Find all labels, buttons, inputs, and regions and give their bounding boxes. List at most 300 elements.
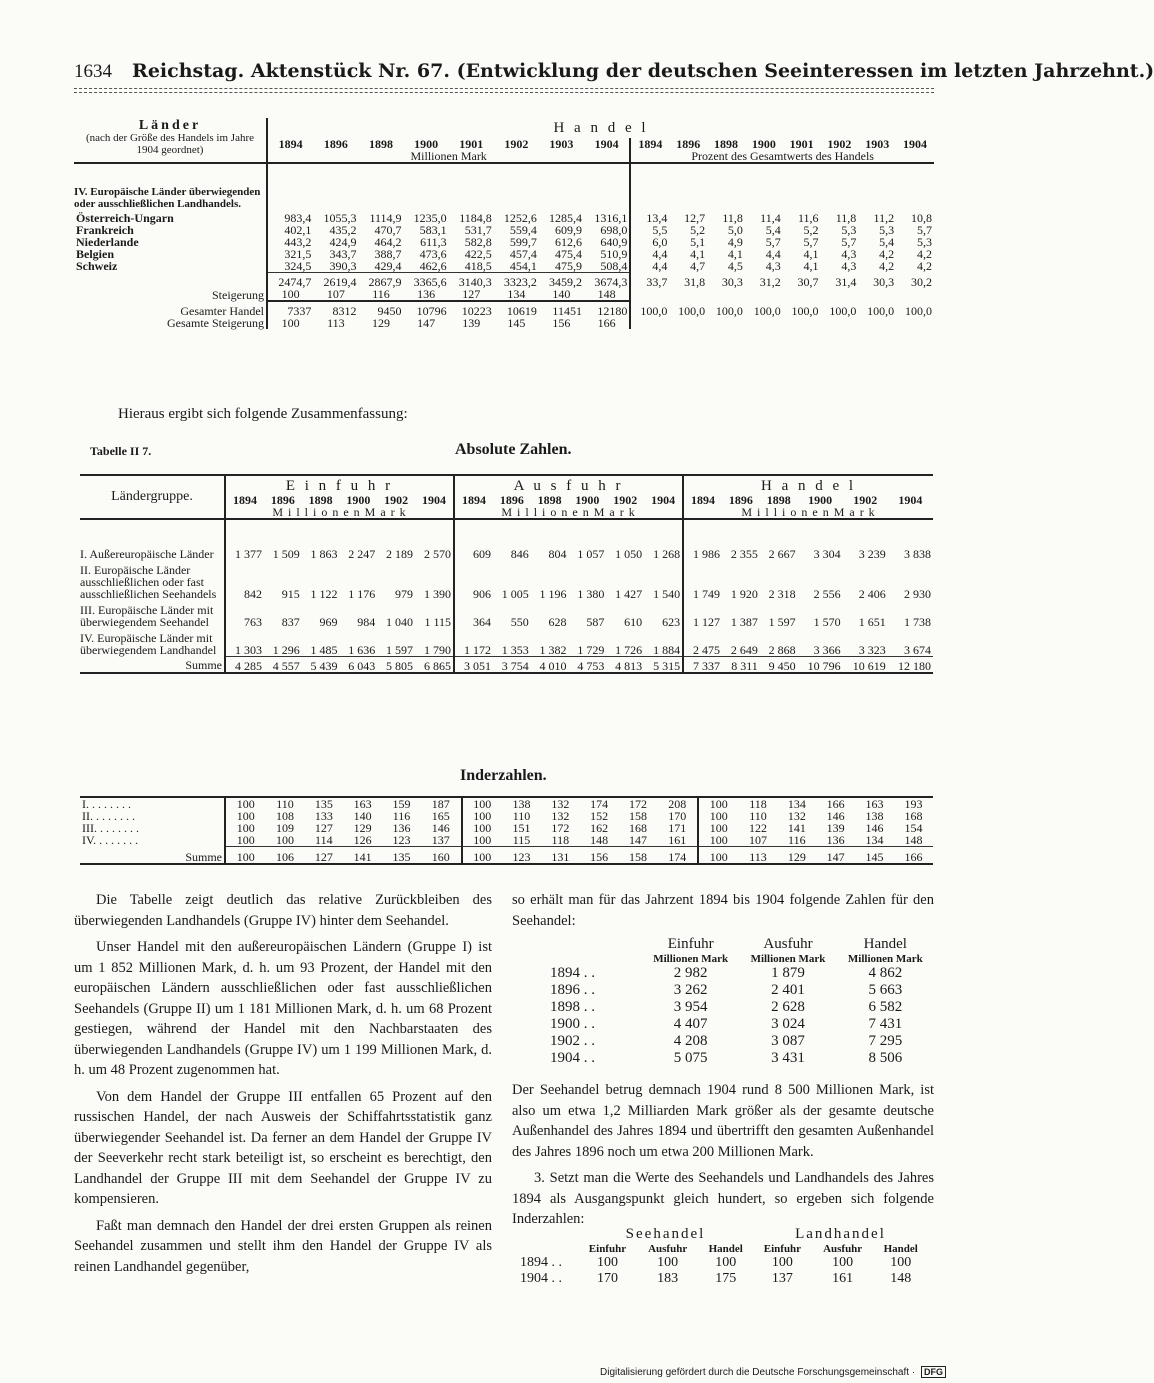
summe-cell: 4 813 (606, 656, 644, 673)
summe-row (80, 656, 933, 673)
value-cell: 137 (431, 833, 450, 847)
value-cell: 1 920 (730, 587, 758, 601)
summe-cell: 174 (657, 847, 698, 865)
steigerung-cell: 127 (449, 288, 494, 301)
group-header: A u s f u h r (454, 475, 683, 494)
right-column-text (512, 1080, 934, 1236)
value-cell: 628 (548, 615, 567, 629)
value-cell: 159 (392, 797, 411, 811)
value-cell: 599,7 (509, 235, 537, 249)
value-cell: 127 (314, 821, 333, 835)
pct-cell: 13,4 (630, 212, 669, 224)
row-label: IV. . . . . . . . (82, 833, 139, 848)
pct-cell: 4,2 (917, 247, 932, 261)
value-cell: 763 (225, 600, 264, 628)
value-cell: 3 262 (673, 982, 708, 998)
pct-cell: 5,7 (803, 235, 819, 249)
group-title: IV. Europäische Länder überwiegenden oder ausschließlichen Landhandels. (74, 186, 261, 210)
value-cell: 3 304 (813, 547, 841, 561)
summe-cell: 166 (894, 847, 933, 865)
value-cell: 133 (314, 809, 333, 823)
year-header: 1896 (728, 493, 753, 507)
value-cell: 1 570 (813, 615, 841, 629)
value-cell: 110 (749, 809, 767, 823)
gesamt-pct-cell: 100,0 (791, 303, 819, 318)
total-pct-cell: 30,7 (797, 274, 819, 289)
value-cell: 208 (668, 797, 687, 811)
summe-cell: 6 865 (415, 656, 454, 673)
value-cell: 906 (454, 560, 493, 600)
summe-cell: 3 051 (454, 656, 493, 673)
year-header: 1902 (504, 137, 529, 151)
value-cell: 1 540 (653, 587, 681, 601)
value-cell: 2 628 (771, 999, 805, 1015)
value-cell: 100 (276, 833, 294, 847)
total-pct-cell: 30,3 (873, 274, 895, 289)
value-cell: 698,0 (600, 223, 628, 237)
pct-cell: 4,2 (917, 259, 932, 274)
pct-cell: 5,3 (917, 235, 932, 249)
paragraph: Von dem Handel der Gruppe III entfallen 65 Prozent auf den russischen Handel, der nach Ausweis der Schiffahrtsstatistik ganz überwiegender Seehandel ist. Da ferner an dem Handel der Gruppe IV der Seeverkehr recht stark beteiligt ist, so erscheint es berechtigt, den Landhandel der Gruppe III mit dem Seehandel der Gruppe IV zu kompensieren. (74, 1088, 492, 1207)
value-cell: 969 (319, 615, 338, 629)
value-cell: 623 (662, 615, 681, 629)
value-cell: 100 (890, 1255, 912, 1270)
year-header: 1898 (766, 493, 791, 507)
value-cell: 132 (787, 809, 806, 823)
value-cell: 454,1 (509, 259, 537, 273)
summe-cell: 106 (266, 847, 305, 865)
year-header: 1894 (630, 138, 669, 150)
total-cell: 3674,3 (584, 273, 630, 289)
value-cell: 132 (551, 797, 570, 811)
spacer (707, 288, 745, 301)
summe-cell: 100 (462, 847, 503, 865)
value-cell: 3 239 (858, 547, 886, 561)
summe-cell: 3 754 (493, 656, 531, 673)
value-cell: 162 (590, 821, 609, 835)
total-cell: 3140,3 (449, 273, 494, 289)
value-cell: 443,2 (267, 236, 313, 248)
value-cell: 109 (276, 821, 294, 835)
laender-handel-table (74, 118, 934, 329)
value-cell: 1 268 (653, 547, 681, 561)
value-cell: 193 (904, 797, 923, 811)
steigerung-cell: 116 (358, 288, 403, 301)
value-cell: 148 (590, 833, 609, 847)
gesamt-pct-cell: 100,0 (905, 303, 932, 318)
value-cell: 2 247 (348, 547, 376, 561)
pct-cell: 11,4 (760, 211, 781, 225)
table-row (548, 1016, 934, 1033)
pct-cell: 11,8 (835, 211, 857, 225)
value-cell: 640,9 (600, 235, 628, 249)
total-cell: 2474,7 (267, 273, 313, 289)
value-cell: 609 (454, 519, 493, 560)
value-cell: 582,8 (464, 235, 492, 249)
pct-cell: 5,4 (879, 235, 895, 249)
laender-title: Länder (138, 118, 202, 133)
value-cell: 1 636 (348, 642, 376, 657)
right-text-paragraph-2: 3. Setzt man die Werte des Seehandels und Landhandels des Jahres 1894 als Ausgangspunkt gleich hundert, so ergeben sich folgende Inderzahlen: (512, 1170, 934, 1227)
year-header: 1903 (865, 137, 890, 151)
pct-cell: 11,8 (722, 211, 743, 225)
value-cell: 475,4 (554, 247, 582, 261)
pct-cell: 5,5 (630, 224, 669, 236)
group-head: Seehandel (625, 1226, 706, 1242)
gesamt-pct-cell: 100,0 (715, 303, 743, 318)
value-cell: 118 (551, 833, 570, 847)
group-header: H a n d e l (683, 475, 933, 494)
value-cell: 1 485 (310, 642, 338, 657)
total-pct-cell: 30,2 (911, 274, 932, 289)
value-cell: 100 (462, 834, 503, 847)
intro-text: Hieraus ergibt sich folgende Zusammenfassung: (118, 406, 408, 422)
value-cell: 2 556 (813, 587, 841, 601)
steigerung-cell: 136 (404, 288, 449, 301)
value-cell: 139 (826, 821, 845, 835)
summe-cell: 9 450 (760, 656, 798, 673)
value-cell: 161 (668, 833, 687, 847)
value-cell: 163 (353, 797, 372, 811)
value-cell: 324,5 (267, 260, 313, 273)
value-cell: 424,9 (329, 235, 357, 249)
pct-cell: 4,9 (727, 235, 743, 249)
year-header: 1898 (368, 137, 393, 151)
table-row (80, 560, 933, 600)
value-cell: 3 087 (771, 1033, 805, 1049)
value-cell: 100 (462, 810, 503, 822)
value-cell: 508,4 (600, 259, 628, 273)
unit-millionen-mark: M i l l i o n e n M a r k (225, 506, 454, 519)
value-cell: 100 (225, 810, 266, 822)
table-row (548, 965, 934, 982)
value-cell: 388,7 (374, 247, 402, 261)
spacer (548, 953, 642, 965)
summe-cell: 145 (855, 847, 894, 865)
year-label: 1896 . . (550, 982, 595, 998)
column-head: Ausfuhr (648, 1243, 688, 1255)
value-cell: 100 (698, 797, 739, 810)
value-cell: 1 749 (683, 560, 722, 600)
summe-cell: 135 (382, 847, 421, 865)
value-cell: 4 407 (673, 1016, 708, 1032)
value-cell: 837 (281, 615, 300, 629)
gesamt-cell: 10619 (506, 304, 537, 318)
total-pct-cell: 31,4 (835, 274, 857, 289)
group-label: III. Europäische Länder mit überwiegendem Seehandel (80, 603, 214, 629)
unit-label: Millionen Mark (847, 953, 923, 965)
value-cell: 132 (551, 809, 570, 823)
year-header: 1896 (270, 493, 295, 507)
value-cell: 148 (904, 833, 923, 847)
gesamt-steigerung-label: Gesamte Steigerung (167, 316, 264, 330)
column-head: Ausfuhr (763, 936, 813, 952)
gesamt-row (74, 301, 934, 317)
summe-row (80, 847, 933, 865)
year-header: 1898 (537, 493, 562, 507)
value-cell: 2 475 (683, 628, 722, 656)
gesamt-steigerung-cell: 139 (462, 316, 481, 330)
row-label: II. . . . . . . . (82, 809, 135, 823)
gesamt-cell: 12180 (597, 304, 628, 318)
value-cell: 462,6 (419, 259, 447, 273)
value-cell: 559,4 (509, 223, 537, 237)
year-header: 1901 (459, 137, 484, 151)
value-cell: 100 (462, 797, 503, 810)
year-header: 1904 (903, 137, 928, 151)
value-cell: 110 (512, 809, 531, 823)
value-cell: 1 387 (730, 615, 758, 629)
spacer (548, 936, 642, 953)
pct-cell: 5,3 (879, 223, 895, 237)
value-cell: 1 390 (424, 587, 452, 601)
value-cell: 1 176 (348, 587, 376, 601)
spacer (745, 317, 783, 329)
value-cell: 1 353 (501, 642, 529, 657)
pct-cell: 5,2 (690, 223, 706, 237)
year-header: 1902 (384, 493, 409, 507)
value-cell: 168 (628, 821, 647, 835)
spacer (821, 288, 859, 301)
summe-cell: 4 285 (225, 656, 264, 673)
header-rule-2 (74, 92, 934, 93)
summe-cell: 7 337 (683, 656, 722, 673)
value-cell: 100 (225, 797, 266, 810)
pct-cell: 4,4 (765, 247, 781, 261)
gesamt-label: Gesamter Handel (180, 303, 264, 318)
summe-cell: 5 439 (302, 656, 340, 673)
pct-cell: 4,3 (841, 247, 857, 261)
value-cell: 172 (551, 821, 570, 835)
value-cell: 983,4 (267, 212, 313, 224)
dfg-logo: DFG (921, 1366, 946, 1378)
year-header: 1900 (346, 493, 371, 507)
value-cell: 1 884 (653, 642, 681, 657)
inderzahlen-title: Inderzahlen. (460, 767, 547, 784)
year-header: 1894 (454, 494, 493, 506)
value-cell: 168 (904, 809, 923, 823)
spacer (858, 288, 896, 301)
spacer (896, 317, 934, 329)
value-cell: 170 (596, 1271, 618, 1286)
pct-cell: 4,4 (630, 260, 669, 273)
table-row (80, 628, 933, 656)
value-cell: 1285,4 (548, 211, 582, 225)
gesamt-pct-cell: 100,0 (829, 303, 857, 318)
steigerung-label: Steigerung (212, 287, 264, 302)
value-cell: 612,6 (554, 235, 582, 249)
unit-millionen-mark: M i l l i o n e n M a r k (683, 506, 933, 519)
value-cell: 1 726 (615, 642, 643, 657)
value-cell: 187 (431, 797, 450, 811)
value-cell: 161 (832, 1271, 854, 1286)
year-label: 1894 . . (550, 965, 595, 981)
spacer (267, 163, 630, 212)
value-cell: 100 (698, 810, 739, 822)
value-cell: 587 (586, 615, 605, 629)
value-cell: 100 (832, 1255, 854, 1270)
summe-cell: 127 (304, 847, 343, 865)
year-label: 1894 . . (520, 1255, 562, 1270)
value-cell: 171 (668, 821, 687, 835)
value-cell: 100 (771, 1255, 793, 1270)
value-cell: 550 (510, 615, 529, 629)
summe-cell: 156 (580, 847, 619, 865)
spacer (783, 317, 821, 329)
value-cell: 141 (787, 821, 806, 835)
value-cell: 118 (749, 797, 767, 811)
value-cell: 166 (826, 797, 845, 811)
value-cell: 100 (596, 1255, 618, 1270)
summe-cell: 158 (619, 847, 658, 865)
value-cell: 343,7 (329, 247, 357, 261)
year-header: 1904 (898, 493, 923, 507)
row-label: III. . . . . . . . (82, 821, 139, 835)
total-cell: 2867,9 (358, 273, 403, 289)
gesamt-pct-cell: 100,0 (630, 301, 669, 317)
spacer (821, 317, 859, 329)
paragraph: Faßt man demnach den Handel der drei ersten Gruppen als reinen Seehandel zusammen und stellt ihm den Handel der Gruppe IV als reinen Landhandel gegenüber, (74, 1217, 492, 1275)
value-cell: 1 005 (501, 587, 529, 601)
year-header: 1902 (827, 137, 852, 151)
table-row (518, 1255, 928, 1271)
value-cell: 510,9 (600, 247, 628, 261)
spacer (669, 317, 707, 329)
total-pct-cell: 31,8 (684, 274, 706, 289)
summe-cell: 4 010 (531, 656, 569, 673)
year-header: 1900 (414, 137, 439, 151)
value-cell: 126 (353, 833, 372, 847)
value-cell: 136 (392, 821, 411, 835)
summe-cell: 12 180 (888, 656, 933, 673)
value-cell: 2 667 (768, 547, 796, 561)
unit-label: Millionen Mark (750, 953, 826, 965)
value-cell: 152 (590, 809, 609, 823)
pct-cell: 5,0 (727, 223, 743, 237)
pct-cell: 5,4 (765, 223, 781, 237)
gesamt-cell: 8312 (332, 304, 357, 318)
value-cell: 979 (395, 587, 414, 601)
tabelle-label: Tabelle II 7. (90, 444, 152, 458)
pct-cell: 4,2 (879, 247, 895, 261)
pct-cell: 11,6 (797, 211, 819, 225)
value-cell: 1 122 (310, 587, 338, 601)
inderzahlen-table (80, 796, 933, 865)
value-cell: 364 (454, 600, 493, 628)
spacer (74, 273, 267, 289)
value-cell: 3 954 (673, 999, 708, 1015)
unit-label: Millionen Mark (653, 953, 729, 965)
value-cell: 1 738 (904, 615, 931, 629)
pct-cell: 4,3 (765, 259, 781, 274)
year-header: 1896 (323, 137, 348, 151)
pct-cell: 4,1 (727, 247, 743, 261)
gesamt-pct-cell: 100,0 (867, 303, 895, 318)
value-cell: 134 (865, 833, 884, 847)
value-cell: 422,5 (464, 247, 492, 261)
pct-cell: 4,1 (803, 259, 819, 274)
total-cell: 3459,2 (539, 273, 584, 289)
summe-label: Summe (80, 847, 225, 865)
value-cell: 473,6 (419, 247, 447, 261)
value-cell: 1184,8 (459, 211, 492, 225)
summe-cell: 147 (816, 847, 855, 865)
pct-cell: 10,8 (911, 211, 932, 225)
value-cell: 1 597 (386, 642, 414, 657)
value-cell: 134 (787, 797, 806, 811)
year-label: 1902 . . (550, 1033, 595, 1049)
value-cell: 1 380 (577, 587, 605, 601)
value-cell: 429,4 (374, 259, 402, 273)
group-header: E i n f u h r (225, 475, 454, 494)
total-cell: 2619,4 (313, 273, 358, 289)
value-cell: 321,5 (267, 248, 313, 260)
spacer (669, 288, 707, 301)
value-cell: 165 (431, 809, 450, 823)
value-cell: 110 (276, 797, 294, 811)
gesamt-steigerung-cell: 156 (552, 316, 571, 330)
pct-cell: 4,4 (630, 248, 669, 260)
table-row (74, 260, 934, 273)
value-cell: 1 863 (310, 547, 338, 561)
spacer (518, 1243, 578, 1255)
year-header: 1900 (751, 137, 776, 151)
value-cell: 146 (431, 821, 450, 835)
value-cell: 3 024 (771, 1016, 805, 1032)
value-cell: 100 (225, 822, 266, 834)
gesamt-pct-cell: 100,0 (753, 303, 781, 318)
value-cell: 2 355 (730, 547, 758, 561)
gesamt-steigerung-row (74, 317, 934, 329)
pct-cell: 4,2 (879, 259, 895, 274)
gesamt-steigerung-cell: 166 (597, 316, 616, 330)
value-cell: 5 663 (868, 982, 903, 998)
value-cell: 804 (548, 547, 567, 561)
year-header: 1898 (714, 137, 739, 151)
value-cell: 174 (590, 797, 609, 811)
value-cell: 154 (904, 821, 923, 835)
unit-millionen-mark: Millionen Mark (267, 150, 630, 163)
total-cell: 3323,2 (494, 273, 539, 289)
value-cell: 2 930 (904, 587, 931, 601)
column-head: Einfuhr (588, 1243, 627, 1255)
value-cell: 1316,1 (594, 211, 628, 225)
value-cell: 1055,3 (323, 211, 357, 225)
summe-cell: 6 043 (340, 656, 378, 673)
value-cell: 402,1 (267, 224, 313, 236)
value-cell: 1 296 (272, 642, 300, 657)
value-cell: 531,7 (464, 223, 492, 237)
value-cell: 116 (392, 809, 411, 823)
value-cell: 1 879 (771, 965, 805, 981)
summe-cell: 131 (541, 847, 580, 865)
value-cell: 1 597 (768, 615, 796, 629)
pct-cell: 4,7 (690, 259, 706, 274)
summe-cell: 10 796 (798, 656, 843, 673)
value-cell: 4 862 (868, 965, 903, 981)
table-row (548, 982, 934, 999)
steigerung-cell: 107 (313, 288, 358, 301)
group-label: I. Außereuropäische Länder (80, 547, 214, 561)
summe-cell: 123 (502, 847, 541, 865)
value-cell: 470,7 (374, 223, 402, 237)
gesamt-cell: 7337 (267, 301, 313, 317)
value-cell: 4 208 (673, 1033, 708, 1049)
total-row (74, 273, 934, 289)
summe-cell: 113 (739, 847, 778, 865)
value-cell: 457,4 (509, 247, 537, 261)
pct-cell: 5,7 (765, 235, 781, 249)
